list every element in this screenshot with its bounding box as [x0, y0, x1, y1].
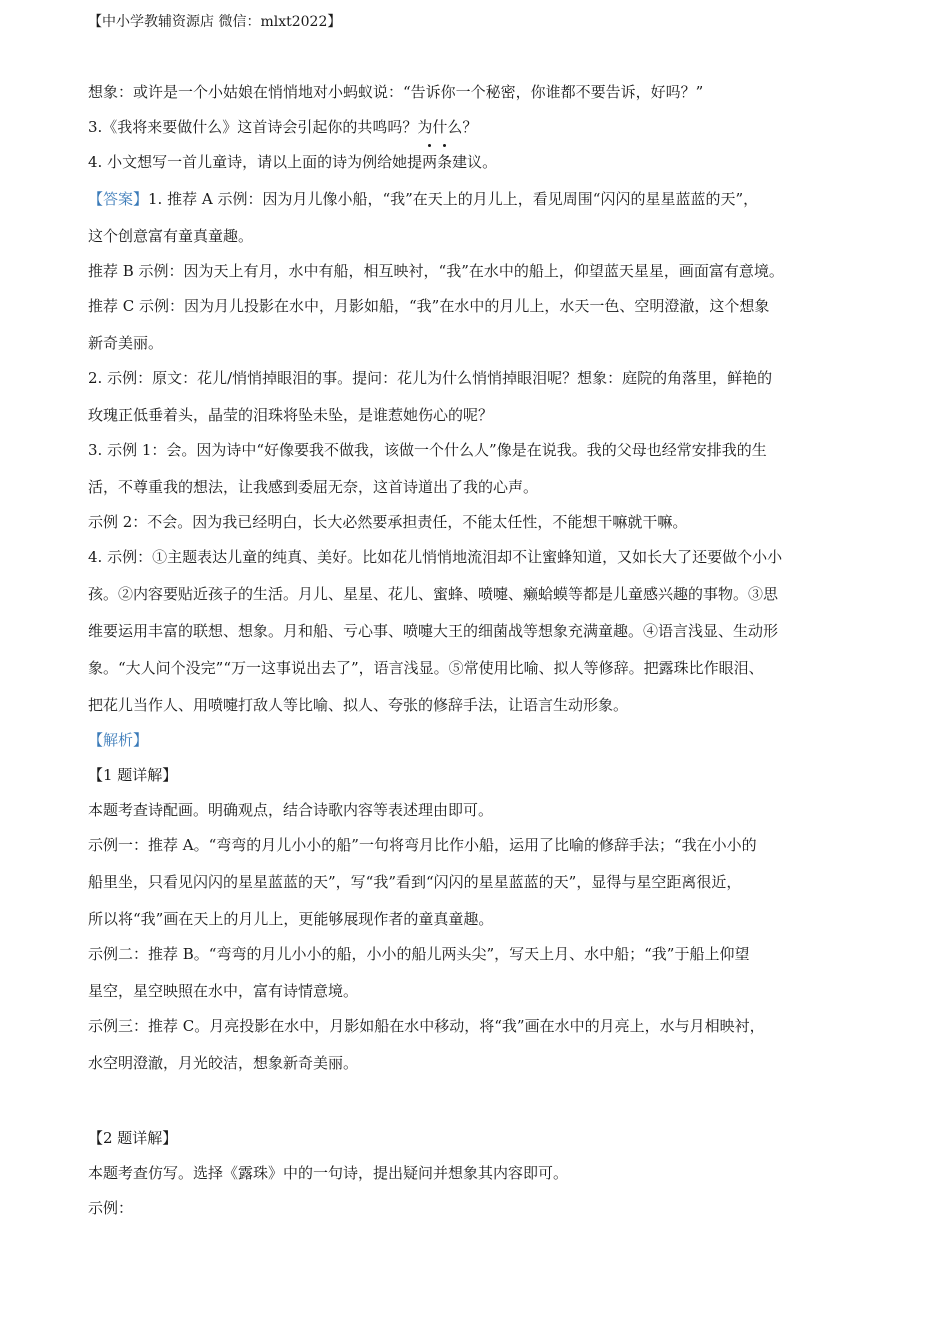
q1-example-3-line-1: 示例三：推荐 C。月亮投影在水中，月影如船在水中移动，将“我”画在水中的月亮上，水与月相映衬，	[88, 1017, 765, 1035]
q2-example-label: 示例：	[88, 1199, 134, 1217]
question-4	[88, 151, 497, 173]
answer-1-line-2: 这个创意富有童真童趣。	[88, 227, 254, 245]
answer-4-line-4: 象。“大人问个没完”“万一这事说出去了”，语言浅显。⑤常使用比喻、拟人等修辞。把露珠比作眼泪、	[88, 659, 764, 677]
q4-prefix: 4. 小文想写一首儿童诗，请以上面的诗为例给她提	[88, 153, 423, 171]
answer-4-line-1: 4. 示例：①主题表达儿童的纯真、美好。比如花儿悄悄地流泪却不让蜜蜂知道，又如长大了还要做个小小	[88, 548, 783, 566]
q1-example-1-line-3: 所以将“我”画在天上的月儿上，更能够展现作者的童真童趣。	[88, 910, 494, 928]
q2-detail-heading: 【2 题详解】	[88, 1129, 178, 1147]
shop-header: 【中小学教辅资源店 微信：mlxt2022】	[88, 14, 342, 30]
answer-1-text: 1. 推荐 A 示例：因为月儿像小船，“我”在天上的月儿上，看见周围“闪闪的星星蓝蓝的天”，	[148, 190, 759, 208]
answer-3-example-2: 示例 2：不会。因为我已经明白，长大必然要承担责任，不能太任性，不能想干嘛就干嘛。	[88, 513, 688, 531]
answer-2-line-1: 2. 示例：原文：花儿/悄悄掉眼泪的事。提问：花儿为什么悄悄掉眼泪呢？想象：庭院的角落里，鲜艳的	[88, 369, 773, 387]
q1-example-2-line-2: 星空，星空映照在水中，富有诗情意境。	[88, 982, 359, 1000]
q1-example-1-line-2: 船里坐，只看见闪闪的星星蓝蓝的天”，写“我”看到“闪闪的星星蓝蓝的天”，显得与星空距离很近，	[88, 873, 742, 891]
answer-label: 【答案】	[88, 190, 149, 208]
q1-detail-intro: 本题考查诗配画。明确观点，结合诗歌内容等表述理由即可。	[88, 801, 494, 819]
answer-1-c-line-1: 推荐 C 示例：因为月儿投影在水中，月影如船，“我”在水中的月儿上，水天一色、空明澄澈，这个想象	[88, 297, 770, 315]
answer-4-line-5: 把花儿当作人、用喷嚏打敌人等比喻、拟人、夸张的修辞手法，让语言生动形象。	[88, 696, 629, 714]
answer-3-line-1: 3. 示例 1：会。因为诗中“好像要我不做我，该做一个什么人”像是在说我。我的父母也经常安排我的生	[88, 441, 767, 459]
q2-imagine-end: 想象：或许是一个小姑娘在悄悄地对小蚂蚁说：“告诉你一个秘密，你谁都不要告诉，好吗？”	[88, 83, 704, 101]
q1-detail-heading: 【1 题详解】	[88, 766, 178, 784]
q2-detail-intro: 本题考查仿写。选择《露珠》中的一句诗，提出疑问并想象其内容即可。	[88, 1164, 569, 1182]
emphasis-char-1: 两	[422, 153, 438, 171]
emphasis-char-2: 条	[437, 153, 453, 171]
answer-4-line-3: 维要运用丰富的联想、想象。月和船、亏心事、喷嚏大王的细菌战等想象充满童趣。④语言浅显、生动形	[88, 622, 779, 640]
answer-1-b: 推荐 B 示例：因为天上有月，水中有船，相互映衬，“我”在水中的船上，仰望蓝天星星，画面富有意境。	[88, 262, 784, 280]
q1-example-3-line-2: 水空明澄澈，月光皎洁，想象新奇美丽。	[88, 1054, 359, 1072]
q1-example-1-line-1: 示例一：推荐 A。“弯弯的月儿小小的船”一句将弯月比作小船，运用了比喻的修辞手法；“我在小小的	[88, 836, 757, 854]
q1-example-2-line-1: 示例二：推荐 B。“弯弯的月儿小小的船，小小的船儿两头尖”，写天上月、水中船；“我”于船上仰望	[88, 945, 750, 963]
answer-4-line-2: 孩。②内容要贴近孩子的生活。月儿、星星、花儿、蜜蜂、喷嚏、癞蛤蟆等都是儿童感兴趣的事物。③思	[88, 585, 779, 603]
answer-3-line-2: 活，不尊重我的想法，让我感到委屈无奈，这首诗道出了我的心声。	[88, 478, 539, 496]
analysis-label: 【解析】	[88, 731, 149, 749]
answer-2-line-2: 玫瑰正低垂着头，晶莹的泪珠将坠未坠，是谁惹她伤心的呢？	[88, 406, 494, 424]
question-3: 3.《我将来要做什么》这首诗会引起你的共鸣吗？为什么？	[88, 118, 478, 136]
answer-1-c-line-2: 新奇美丽。	[88, 334, 164, 352]
q4-suffix: 建议。	[452, 153, 498, 171]
answer-1-line-1	[88, 188, 758, 210]
